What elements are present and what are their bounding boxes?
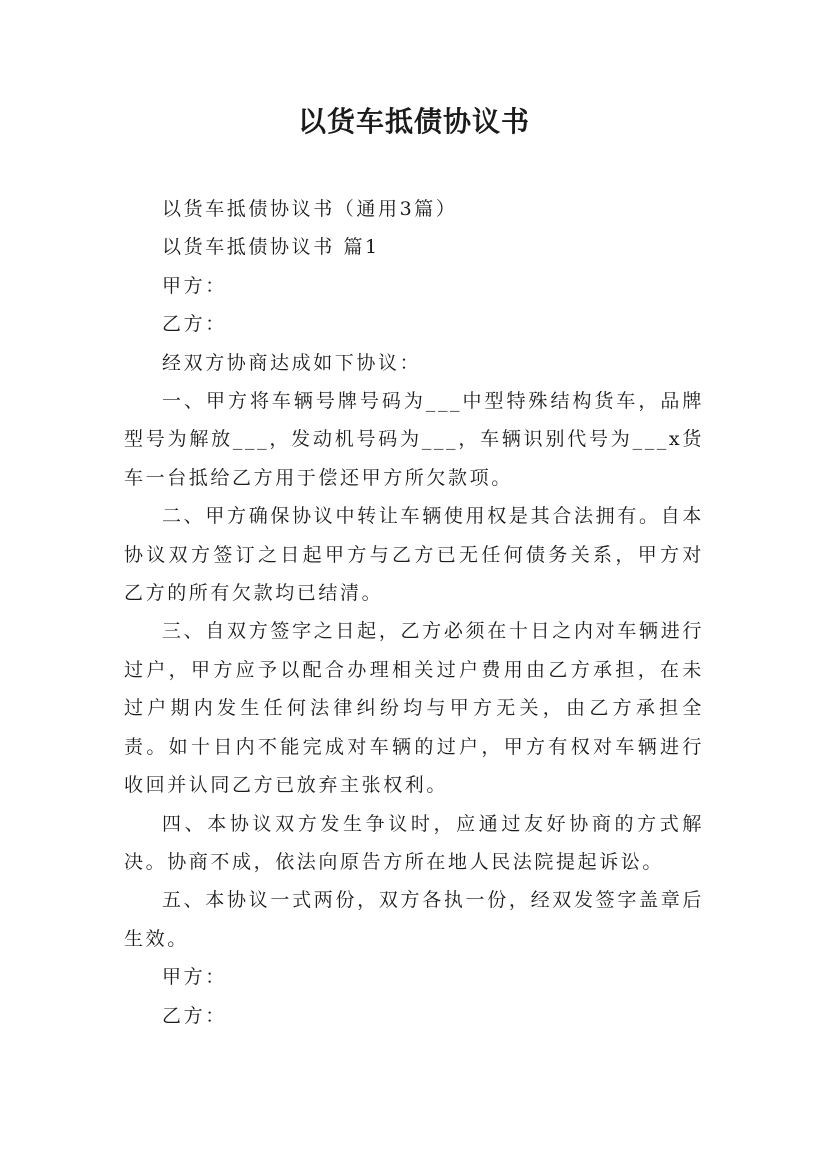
document-body — [124, 190, 704, 1035]
clause-5: 五、本协议一式两份，双方各执一份，经双发签字盖章后生效。 — [124, 889, 704, 950]
clause-2: 二、甲方确保协议中转让车辆使用权是其合法拥有。自本协议双方签订之日起甲方与乙方已无任何债务关系，甲方对乙方的所有欠款均已结清。 — [124, 505, 704, 605]
agreement-intro: 经双方协商达成如下协议： — [162, 351, 422, 374]
signature-party-b: 乙方： — [162, 1004, 227, 1027]
section-heading: 以货车抵债协议书 篇1 — [162, 236, 380, 259]
signature-party-a: 甲方： — [162, 966, 227, 989]
clause-4: 四、本协议双方发生争议时，应通过友好协商的方式解决。协商不成，依法向原告方所在地人民法院提起诉讼。 — [124, 812, 704, 873]
document-title: 以货车抵债协议书 — [297, 105, 530, 138]
clause-3: 三、自双方签字之日起，乙方必须在十日之内对车辆进行过户，甲方应予以配合办理相关过户费用由乙方承担，在未过户期内发生任何法律纠纷均与甲方无关，由乙方承担全责。如十日内不能完成对车辆的过户，甲方有权对车辆进行收回并认同乙方已放弃主张权利。 — [124, 620, 704, 797]
clause-1: 一、甲方将车辆号牌号码为___中型特殊结构货车，品牌型号为解放___，发动机号码为___，车辆识别代号为___x货车一台抵给乙方用于偿还甲方所欠款项。 — [124, 390, 704, 489]
party-a-line: 甲方： — [162, 274, 227, 297]
subtitle-paragraph: 以货车抵债协议书（通用3篇） — [162, 198, 458, 220]
party-b-line: 乙方： — [162, 313, 227, 336]
